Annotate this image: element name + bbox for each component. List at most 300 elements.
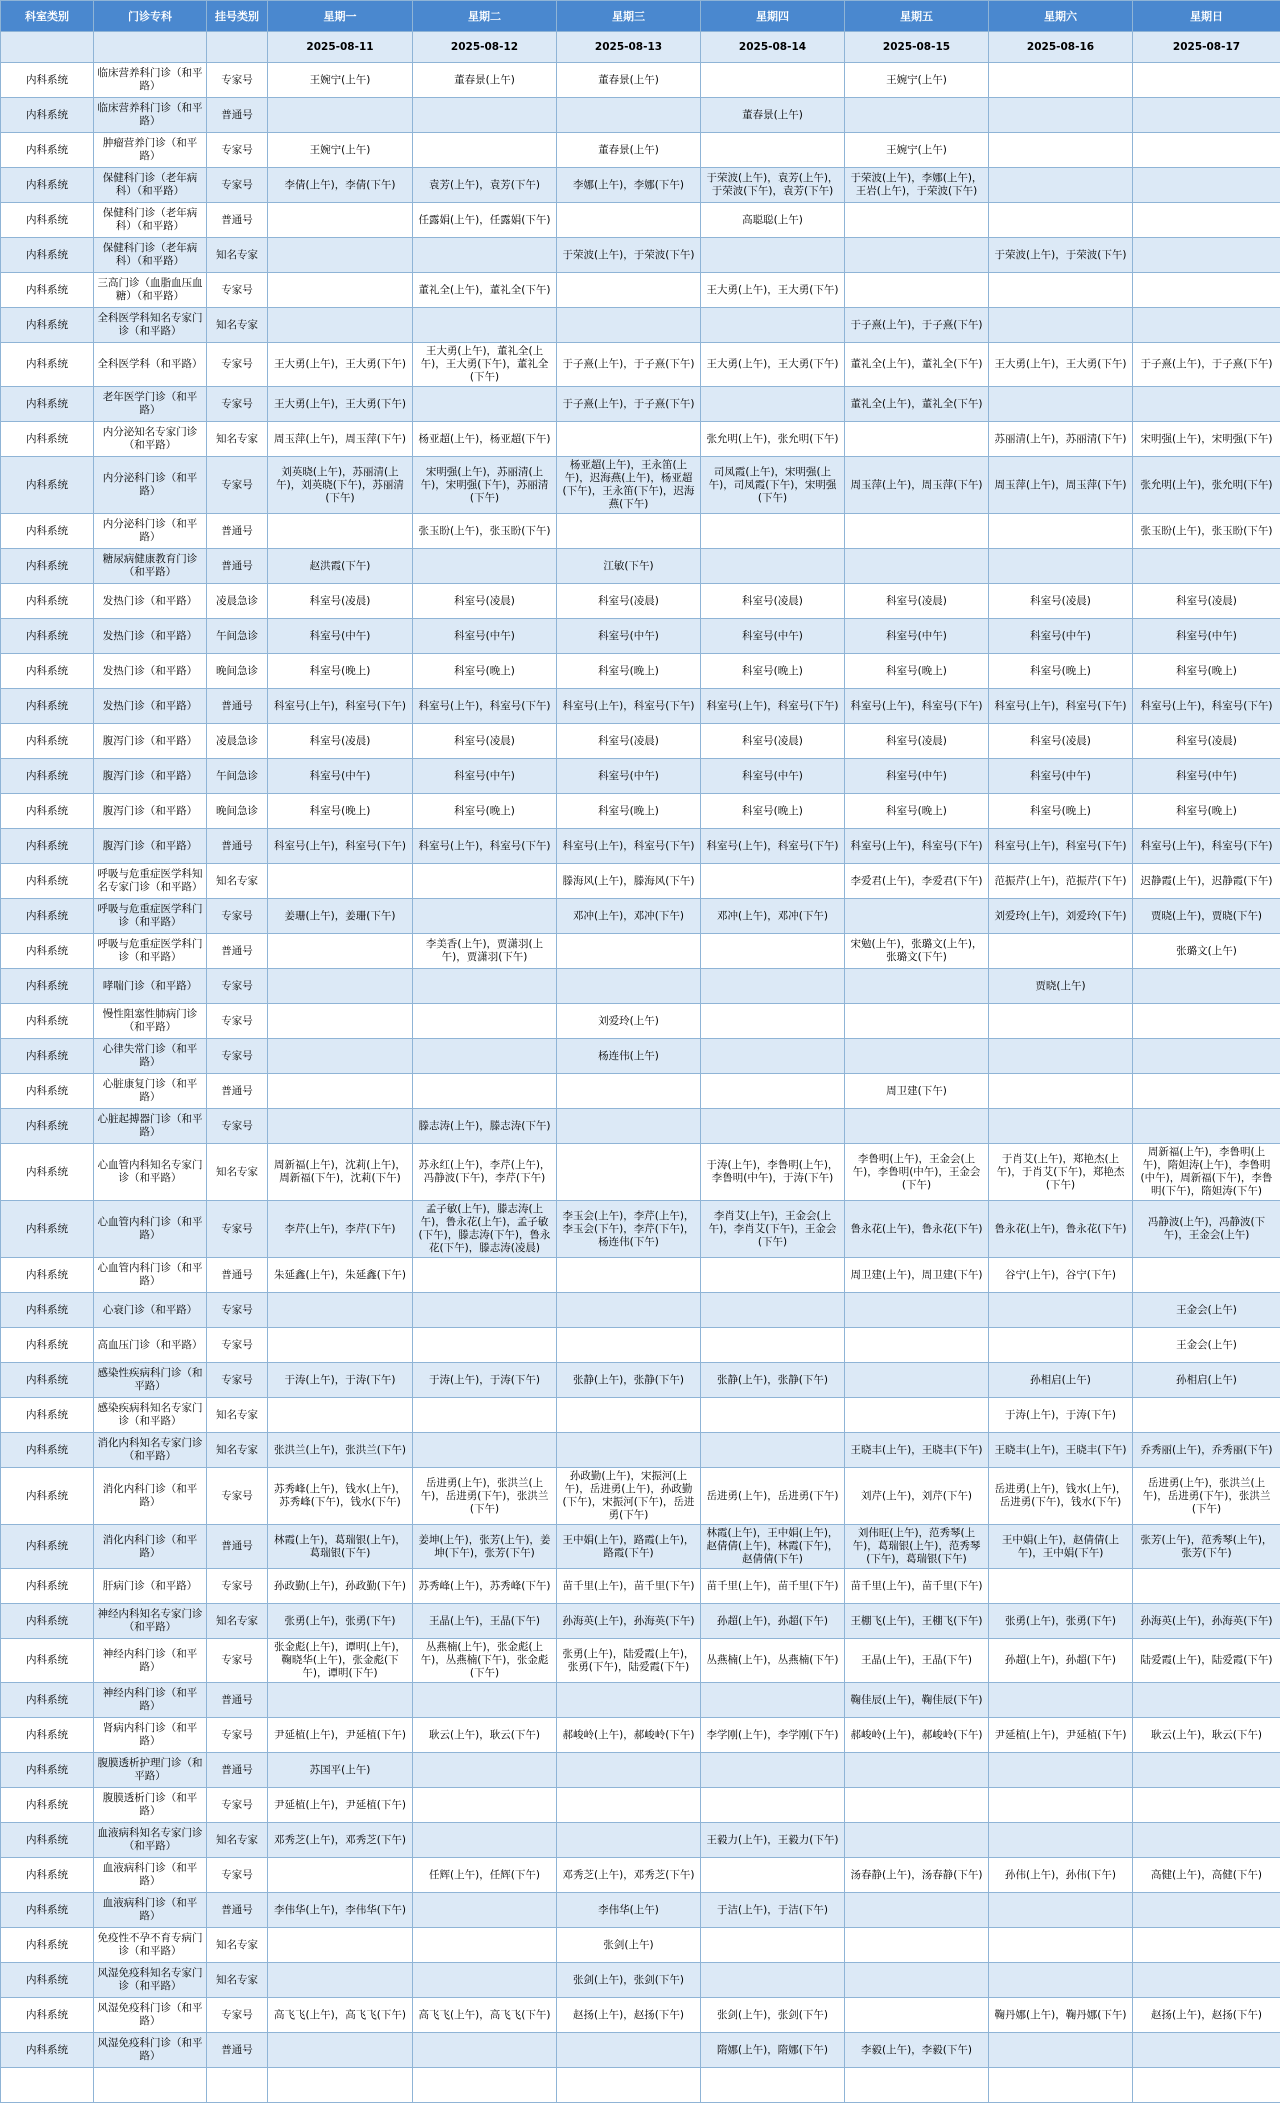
dept-category-cell: 内科系统 (1, 98, 94, 133)
schedule-cell-thursday: 科室号(上午)，科室号(下午) (701, 829, 845, 864)
schedule-cell-friday: 李爱君(上午)，李爱君(下午) (845, 864, 989, 899)
schedule-cell-tuesday (413, 2068, 557, 2103)
schedule-cell-wednesday (557, 514, 701, 549)
schedule-cell-sunday: 宋明强(上午)，宋明强(下午) (1133, 422, 1280, 457)
clinic-cell: 腹泻门诊（和平路） (94, 724, 207, 759)
schedule-cell-monday: 姜珊(上午)，姜珊(下午) (268, 899, 413, 934)
schedule-cell-saturday: 苏丽清(上午)，苏丽清(下午) (989, 422, 1133, 457)
clinic-cell: 消化内科门诊（和平路） (94, 1468, 207, 1525)
schedule-cell-sunday (1133, 1788, 1280, 1823)
registration-type-cell: 专家号 (207, 1293, 268, 1328)
schedule-cell-tuesday: 于涛(上午)，于涛(下午) (413, 1363, 557, 1398)
clinic-cell: 呼吸与危重症医学科门诊（和平路） (94, 934, 207, 969)
schedule-cell-monday (268, 1039, 413, 1074)
schedule-cell-tuesday (413, 1074, 557, 1109)
schedule-cell-saturday (989, 133, 1133, 168)
dept-category-cell: 内科系统 (1, 934, 94, 969)
schedule-cell-saturday: 刘爱玲(上午)，刘爱玲(下午) (989, 899, 1133, 934)
schedule-cell-thursday: 科室号(中午) (701, 759, 845, 794)
registration-type-cell: 知名专家 (207, 1823, 268, 1858)
dept-category-cell: 内科系统 (1, 1683, 94, 1718)
date-blank (94, 32, 207, 63)
registration-type-cell: 专家号 (207, 1639, 268, 1683)
dept-category-cell: 内科系统 (1, 63, 94, 98)
schedule-cell-sunday (1133, 1753, 1280, 1788)
schedule-cell-friday: 周卫建(上午)，周卫建(下午) (845, 1258, 989, 1293)
schedule-cell-thursday: 科室号(凌晨) (701, 724, 845, 759)
schedule-cell-tuesday: 耿云(上午)，耿云(下午) (413, 1718, 557, 1753)
clinic-cell: 腹泻门诊（和平路） (94, 759, 207, 794)
schedule-cell-sunday: 王金会(上午) (1133, 1328, 1280, 1363)
schedule-cell-thursday (701, 514, 845, 549)
clinic-cell: 消化内科知名专家门诊（和平路） (94, 1433, 207, 1468)
schedule-cell-saturday: 范振芹(上午)，范振芹(下午) (989, 864, 1133, 899)
schedule-cell-sunday (1133, 308, 1280, 343)
schedule-cell-wednesday: 张剑(上午)，张剑(下午) (557, 1963, 701, 1998)
clinic-cell: 心血管内科门诊（和平路） (94, 1258, 207, 1293)
schedule-cell-saturday: 科室号(凌晨) (989, 724, 1133, 759)
schedule-cell-thursday (701, 1109, 845, 1144)
schedule-cell-thursday: 张静(上午)，张静(下午) (701, 1363, 845, 1398)
schedule-cell-tuesday (413, 308, 557, 343)
schedule-cell-thursday (701, 1963, 845, 1998)
table-row (1, 308, 1280, 343)
schedule-cell-friday (845, 1928, 989, 1963)
schedule-cell-friday (845, 899, 989, 934)
schedule-cell-monday: 孙政勤(上午)，孙政勤(下午) (268, 1569, 413, 1604)
clinic-cell (94, 2068, 207, 2103)
dept-category-cell: 内科系统 (1, 1569, 94, 1604)
table-row (1, 1525, 1280, 1569)
schedule-cell-saturday (989, 1823, 1133, 1858)
schedule-cell-friday: 于荣波(上午)，李娜(上午)，王岩(上午)，于荣波(下午) (845, 168, 989, 203)
schedule-cell-sunday: 岳进勇(上午)，张洪兰(上午)，岳进勇(下午)，张洪兰(下午) (1133, 1468, 1280, 1525)
schedule-cell-tuesday (413, 1753, 557, 1788)
schedule-cell-friday: 科室号(中午) (845, 759, 989, 794)
schedule-cell-saturday: 孙超(上午)，孙超(下午) (989, 1639, 1133, 1683)
schedule-cell-wednesday: 郝峻岭(上午)，郝峻岭(下午) (557, 1718, 701, 1753)
table-row (1, 343, 1280, 387)
schedule-cell-tuesday (413, 899, 557, 934)
clinic-cell: 血液病科门诊（和平路） (94, 1893, 207, 1928)
schedule-cell-wednesday (557, 1433, 701, 1468)
dept-category-cell: 内科系统 (1, 457, 94, 514)
dept-category-cell: 内科系统 (1, 829, 94, 864)
schedule-cell-tuesday (413, 1328, 557, 1363)
table-row (1, 514, 1280, 549)
table-row (1, 1468, 1280, 1525)
schedule-cell-saturday: 科室号(上午)，科室号(下午) (989, 829, 1133, 864)
registration-type-cell: 专家号 (207, 1718, 268, 1753)
dept-category-cell: 内科系统 (1, 1004, 94, 1039)
clinic-cell: 内分泌科门诊（和平路） (94, 514, 207, 549)
schedule-cell-thursday (701, 133, 845, 168)
dept-category-cell: 内科系统 (1, 1293, 94, 1328)
registration-type-cell: 专家号 (207, 133, 268, 168)
clinic-cell: 临床营养科门诊（和平路） (94, 98, 207, 133)
schedule-cell-friday (845, 98, 989, 133)
schedule-cell-wednesday (557, 98, 701, 133)
schedule-body (1, 63, 1280, 2103)
registration-type-cell: 知名专家 (207, 1963, 268, 1998)
registration-type-cell: 知名专家 (207, 238, 268, 273)
dept-category-cell: 内科系统 (1, 1074, 94, 1109)
schedule-cell-sunday (1133, 1398, 1280, 1433)
schedule-cell-monday: 林霞(上午)，葛瑞银(上午)，葛瑞银(下午) (268, 1525, 413, 1569)
schedule-cell-friday: 汤春静(上午)，汤春静(下午) (845, 1858, 989, 1893)
clinic-cell: 心律失常门诊（和平路） (94, 1039, 207, 1074)
schedule-cell-monday: 科室号(上午)，科室号(下午) (268, 829, 413, 864)
header-dept-category: 科室类别 (1, 1, 94, 32)
schedule-cell-sunday: 科室号(晚上) (1133, 654, 1280, 689)
schedule-cell-tuesday (413, 98, 557, 133)
schedule-cell-monday (268, 864, 413, 899)
schedule-cell-tuesday (413, 1788, 557, 1823)
dept-category-cell: 内科系统 (1, 1639, 94, 1683)
schedule-cell-monday: 高飞飞(上午)，高飞飞(下午) (268, 1998, 413, 2033)
schedule-cell-friday (845, 1893, 989, 1928)
schedule-cell-tuesday: 李美香(上午)，贾潇羽(上午)，贾潇羽(下午) (413, 934, 557, 969)
schedule-cell-friday: 科室号(中午) (845, 619, 989, 654)
schedule-cell-monday (268, 2068, 413, 2103)
schedule-cell-monday: 周玉萍(上午)，周玉萍(下午) (268, 422, 413, 457)
schedule-cell-monday: 王大勇(上午)，王大勇(下午) (268, 387, 413, 422)
schedule-cell-thursday: 隋娜(上午)，隋娜(下午) (701, 2033, 845, 2068)
schedule-cell-tuesday (413, 1004, 557, 1039)
schedule-cell-thursday: 科室号(中午) (701, 619, 845, 654)
schedule-cell-friday (845, 549, 989, 584)
clinic-cell: 消化内科门诊（和平路） (94, 1525, 207, 1569)
header-monday: 星期一 (268, 1, 413, 32)
schedule-cell-thursday (701, 934, 845, 969)
schedule-cell-sunday: 耿云(上午)，耿云(下午) (1133, 1718, 1280, 1753)
clinic-cell: 腹泻门诊（和平路） (94, 794, 207, 829)
schedule-cell-friday (845, 1788, 989, 1823)
schedule-cell-saturday (989, 2068, 1133, 2103)
table-row (1, 1328, 1280, 1363)
schedule-cell-thursday (701, 1074, 845, 1109)
schedule-cell-saturday: 张勇(上午)，张勇(下午) (989, 1604, 1133, 1639)
schedule-cell-saturday: 尹延植(上午)，尹延植(下午) (989, 1718, 1133, 1753)
dept-category-cell: 内科系统 (1, 1753, 94, 1788)
schedule-cell-thursday: 高聪聪(上午) (701, 203, 845, 238)
schedule-cell-thursday: 林霞(上午)，王中娟(上午)，赵倩倩(上午)，林霞(下午)，赵倩倩(下午) (701, 1525, 845, 1569)
schedule-cell-thursday (701, 1328, 845, 1363)
dept-category-cell: 内科系统 (1, 1525, 94, 1569)
schedule-cell-friday (845, 1753, 989, 1788)
dept-category-cell: 内科系统 (1, 308, 94, 343)
date-wednesday: 2025-08-13 (557, 32, 701, 63)
schedule-cell-monday: 邓秀芝(上午)，邓秀芝(下午) (268, 1823, 413, 1858)
table-row (1, 2068, 1280, 2103)
registration-type-cell: 专家号 (207, 1788, 268, 1823)
registration-type-cell: 专家号 (207, 387, 268, 422)
registration-type-cell: 专家号 (207, 1998, 268, 2033)
header-tuesday: 星期二 (413, 1, 557, 32)
schedule-cell-friday: 刘伟旺(上午)，范秀琴(上午)，葛瑞银(上午)，范秀琴(下午)，葛瑞银(下午) (845, 1525, 989, 1569)
schedule-cell-sunday: 于子熹(上午)，于子熹(下午) (1133, 343, 1280, 387)
schedule-cell-thursday (701, 969, 845, 1004)
schedule-cell-wednesday: 张剑(上午) (557, 1928, 701, 1963)
schedule-cell-thursday (701, 1293, 845, 1328)
table-row (1, 1363, 1280, 1398)
schedule-cell-sunday (1133, 133, 1280, 168)
schedule-cell-monday (268, 203, 413, 238)
registration-type-cell: 专家号 (207, 1858, 268, 1893)
schedule-cell-saturday (989, 168, 1133, 203)
schedule-cell-tuesday: 苏秀峰(上午)，苏秀峰(下午) (413, 1569, 557, 1604)
schedule-cell-tuesday: 王大勇(上午)，董礼全(上午)，王大勇(下午)，董礼全(下午) (413, 343, 557, 387)
schedule-cell-wednesday: 于荣波(上午)，于荣波(下午) (557, 238, 701, 273)
table-row (1, 549, 1280, 584)
schedule-cell-wednesday (557, 1753, 701, 1788)
schedule-cell-friday: 周玉萍(上午)，周玉萍(下午) (845, 457, 989, 514)
registration-type-cell: 专家号 (207, 1468, 268, 1525)
schedule-cell-thursday (701, 308, 845, 343)
schedule-cell-thursday: 于涛(上午)，李鲁明(上午)，李鲁明(中午)，于涛(下午) (701, 1144, 845, 1201)
clinic-cell: 发热门诊（和平路） (94, 689, 207, 724)
registration-type-cell: 凌晨急诊 (207, 584, 268, 619)
schedule-cell-monday: 科室号(凌晨) (268, 584, 413, 619)
schedule-cell-saturday (989, 1109, 1133, 1144)
schedule-cell-friday: 周卫建(下午) (845, 1074, 989, 1109)
schedule-cell-monday: 张金彪(上午)，谭明(上午)，鞠晓华(上午)，张金彪(下午)，谭明(下午) (268, 1639, 413, 1683)
table-row (1, 1201, 1280, 1258)
schedule-cell-tuesday: 科室号(上午)，科室号(下午) (413, 689, 557, 724)
clinic-cell: 慢性阻塞性肺病门诊（和平路） (94, 1004, 207, 1039)
schedule-cell-friday: 李毅(上午)，李毅(下午) (845, 2033, 989, 2068)
schedule-cell-saturday: 谷宁(上午)，谷宁(下午) (989, 1258, 1133, 1293)
date-saturday: 2025-08-16 (989, 32, 1133, 63)
clinic-cell: 感染性疾病科门诊（和平路） (94, 1363, 207, 1398)
schedule-cell-saturday (989, 1569, 1133, 1604)
dept-category-cell: 内科系统 (1, 549, 94, 584)
dept-category-cell: 内科系统 (1, 1928, 94, 1963)
schedule-cell-monday (268, 1109, 413, 1144)
dept-category-cell: 内科系统 (1, 238, 94, 273)
schedule-cell-sunday: 赵扬(上午)，赵扬(下午) (1133, 1998, 1280, 2033)
registration-type-cell: 专家号 (207, 969, 268, 1004)
schedule-cell-tuesday: 任辉(上午)，任辉(下午) (413, 1858, 557, 1893)
schedule-cell-thursday: 科室号(晚上) (701, 794, 845, 829)
dept-category-cell: 内科系统 (1, 1963, 94, 1998)
registration-type-cell: 普通号 (207, 934, 268, 969)
clinic-cell: 肿瘤营养门诊（和平路） (94, 133, 207, 168)
clinic-cell: 全科医学科（和平路） (94, 343, 207, 387)
dept-category-cell: 内科系统 (1, 1823, 94, 1858)
schedule-cell-wednesday: 杨亚超(上午)，王永笛(上午)，迟海燕(上午)，杨亚超(下午)，王永笛(下午)，迟海燕(下午) (557, 457, 701, 514)
table-row (1, 1039, 1280, 1074)
header-row (1, 1, 1280, 32)
schedule-cell-saturday (989, 1328, 1133, 1363)
schedule-cell-wednesday: 李娜(上午)，李娜(下午) (557, 168, 701, 203)
registration-type-cell: 普通号 (207, 2033, 268, 2068)
registration-type-cell: 知名专家 (207, 308, 268, 343)
table-row (1, 273, 1280, 308)
schedule-cell-tuesday (413, 1823, 557, 1858)
schedule-cell-wednesday: 李伟华(上午) (557, 1893, 701, 1928)
schedule-cell-sunday: 周新福(上午)，李鲁明(上午)，隋妲涛(上午)，李鲁明(中午)，周新福(下午)，李鲁明(下午)，隋妲涛(下午) (1133, 1144, 1280, 1201)
dept-category-cell: 内科系统 (1, 514, 94, 549)
dept-category-cell: 内科系统 (1, 1893, 94, 1928)
schedule-cell-sunday (1133, 63, 1280, 98)
registration-type-cell: 专家号 (207, 1201, 268, 1258)
schedule-cell-tuesday: 王晶(上午)，王晶(下午) (413, 1604, 557, 1639)
schedule-cell-wednesday: 董春景(上午) (557, 133, 701, 168)
registration-type-cell: 普通号 (207, 549, 268, 584)
schedule-cell-monday (268, 1683, 413, 1718)
schedule-cell-monday (268, 1074, 413, 1109)
schedule-cell-saturday (989, 1753, 1133, 1788)
date-blank (1, 32, 94, 63)
schedule-cell-saturday: 孙伟(上午)，孙伟(下午) (989, 1858, 1133, 1893)
schedule-cell-sunday (1133, 1963, 1280, 1998)
schedule-cell-friday (845, 422, 989, 457)
table-row (1, 1144, 1280, 1201)
schedule-cell-tuesday (413, 864, 557, 899)
schedule-cell-saturday (989, 1074, 1133, 1109)
clinic-cell: 保健科门诊（老年病科）（和平路） (94, 238, 207, 273)
schedule-cell-saturday (989, 934, 1133, 969)
registration-type-cell: 知名专家 (207, 1433, 268, 1468)
clinic-cell: 保健科门诊（老年病科）（和平路） (94, 203, 207, 238)
schedule-cell-friday: 李鲁明(上午)，王金会(上午)，李鲁明(中午)，王金会(下午) (845, 1144, 989, 1201)
dept-category-cell: 内科系统 (1, 1144, 94, 1201)
schedule-cell-sunday (1133, 1928, 1280, 1963)
schedule-cell-wednesday: 李玉会(上午)，李芹(上午)，李玉会(下午)，李芹(下午)，杨连伟(下午) (557, 1201, 701, 1258)
schedule-cell-wednesday (557, 2033, 701, 2068)
dept-category-cell: 内科系统 (1, 387, 94, 422)
table-row (1, 168, 1280, 203)
dept-category-cell: 内科系统 (1, 654, 94, 689)
schedule-cell-wednesday (557, 1683, 701, 1718)
schedule-cell-sunday: 乔秀丽(上午)，乔秀丽(下午) (1133, 1433, 1280, 1468)
schedule-cell-tuesday (413, 1398, 557, 1433)
dept-category-cell: 内科系统 (1, 969, 94, 1004)
date-thursday: 2025-08-14 (701, 32, 845, 63)
schedule-cell-friday: 郝峻岭(上午)，郝峻岭(下午) (845, 1718, 989, 1753)
dept-category-cell: 内科系统 (1, 724, 94, 759)
schedule-cell-wednesday: 孙政勤(上午)，宋振河(上午)，岳进勇(上午)，孙政勤(下午)，宋振河(下午)，岳进勇(下午) (557, 1468, 701, 1525)
schedule-cell-thursday (701, 1004, 845, 1039)
schedule-cell-friday (845, 1823, 989, 1858)
schedule-cell-friday (845, 1293, 989, 1328)
registration-type-cell: 普通号 (207, 1074, 268, 1109)
clinic-cell: 腹膜透析护理门诊（和平路） (94, 1753, 207, 1788)
schedule-cell-wednesday: 于子熹(上午)，于子熹(下午) (557, 343, 701, 387)
schedule-cell-tuesday (413, 1039, 557, 1074)
schedule-cell-tuesday (413, 1683, 557, 1718)
clinic-cell: 感染疾病科知名专家门诊（和平路） (94, 1398, 207, 1433)
schedule-cell-saturday (989, 1893, 1133, 1928)
schedule-cell-wednesday: 孙海英(上午)，孙海英(下午) (557, 1604, 701, 1639)
table-row (1, 689, 1280, 724)
schedule-cell-friday (845, 238, 989, 273)
schedule-cell-wednesday (557, 422, 701, 457)
schedule-cell-sunday (1133, 98, 1280, 133)
schedule-cell-saturday: 鲁永花(上午)，鲁永花(下午) (989, 1201, 1133, 1258)
registration-type-cell (207, 2068, 268, 2103)
table-row (1, 1893, 1280, 1928)
table-row (1, 98, 1280, 133)
table-row (1, 1074, 1280, 1109)
table-row (1, 1569, 1280, 1604)
schedule-cell-sunday (1133, 1683, 1280, 1718)
schedule-cell-monday: 王婉宁(上午) (268, 63, 413, 98)
table-row (1, 1258, 1280, 1293)
header-sunday: 星期日 (1133, 1, 1280, 32)
registration-type-cell: 晚间急诊 (207, 654, 268, 689)
schedule-cell-saturday (989, 1004, 1133, 1039)
dept-category-cell: 内科系统 (1, 1109, 94, 1144)
clinic-cell: 心脏康复门诊（和平路） (94, 1074, 207, 1109)
schedule-cell-saturday (989, 1788, 1133, 1823)
schedule-cell-thursday: 于洁(上午)，于洁(下午) (701, 1893, 845, 1928)
schedule-cell-sunday: 科室号(凌晨) (1133, 724, 1280, 759)
schedule-cell-monday (268, 1293, 413, 1328)
schedule-cell-sunday (1133, 549, 1280, 584)
schedule-cell-sunday: 科室号(上午)，科室号(下午) (1133, 689, 1280, 724)
dept-category-cell: 内科系统 (1, 1604, 94, 1639)
table-row (1, 203, 1280, 238)
schedule-cell-monday: 周新福(上午)，沈莉(上午)，周新福(下午)，沈莉(下午) (268, 1144, 413, 1201)
table-row (1, 1858, 1280, 1893)
schedule-cell-friday: 科室号(晚上) (845, 794, 989, 829)
schedule-cell-sunday: 科室号(晚上) (1133, 794, 1280, 829)
clinic-cell: 肾病内科门诊（和平路） (94, 1718, 207, 1753)
schedule-cell-sunday (1133, 1258, 1280, 1293)
table-row (1, 1293, 1280, 1328)
schedule-cell-wednesday: 科室号(中午) (557, 759, 701, 794)
schedule-cell-saturday: 科室号(上午)，科室号(下午) (989, 689, 1133, 724)
schedule-cell-thursday: 岳进勇(上午)，岳进勇(下午) (701, 1468, 845, 1525)
registration-type-cell: 普通号 (207, 203, 268, 238)
schedule-cell-saturday: 孙相启(上午) (989, 1363, 1133, 1398)
schedule-cell-sunday (1133, 2068, 1280, 2103)
header-registration-type: 挂号类别 (207, 1, 268, 32)
registration-type-cell: 知名专家 (207, 1144, 268, 1201)
schedule-cell-thursday (701, 63, 845, 98)
schedule-cell-thursday (701, 238, 845, 273)
schedule-cell-monday: 苏国平(上午) (268, 1753, 413, 1788)
schedule-cell-friday: 苗千里(上午)，苗千里(下午) (845, 1569, 989, 1604)
date-friday: 2025-08-15 (845, 32, 989, 63)
registration-type-cell: 凌晨急诊 (207, 724, 268, 759)
schedule-cell-friday (845, 273, 989, 308)
schedule-cell-wednesday: 科室号(晚上) (557, 794, 701, 829)
schedule-cell-wednesday (557, 1109, 701, 1144)
schedule-cell-sunday: 高健(上午)，高健(下午) (1133, 1858, 1280, 1893)
schedule-cell-friday: 鲁永花(上午)，鲁永花(下午) (845, 1201, 989, 1258)
table-row (1, 238, 1280, 273)
schedule-cell-sunday (1133, 1823, 1280, 1858)
table-row (1, 1604, 1280, 1639)
schedule-cell-wednesday: 董春景(上午) (557, 63, 701, 98)
schedule-cell-monday: 李芹(上午)，李芹(下午) (268, 1201, 413, 1258)
schedule-cell-sunday: 孙海英(上午)，孙海英(下午) (1133, 1604, 1280, 1639)
table-row (1, 934, 1280, 969)
schedule-cell-thursday (701, 1928, 845, 1963)
table-row (1, 759, 1280, 794)
schedule-cell-sunday (1133, 1893, 1280, 1928)
schedule-cell-friday (845, 969, 989, 1004)
schedule-cell-saturday (989, 203, 1133, 238)
schedule-cell-saturday (989, 308, 1133, 343)
schedule-cell-friday: 刘芹(上午)，刘芹(下午) (845, 1468, 989, 1525)
schedule-cell-monday: 尹延植(上午)，尹延植(下午) (268, 1788, 413, 1823)
schedule-cell-monday: 科室号(凌晨) (268, 724, 413, 759)
dept-category-cell: 内科系统 (1, 1718, 94, 1753)
